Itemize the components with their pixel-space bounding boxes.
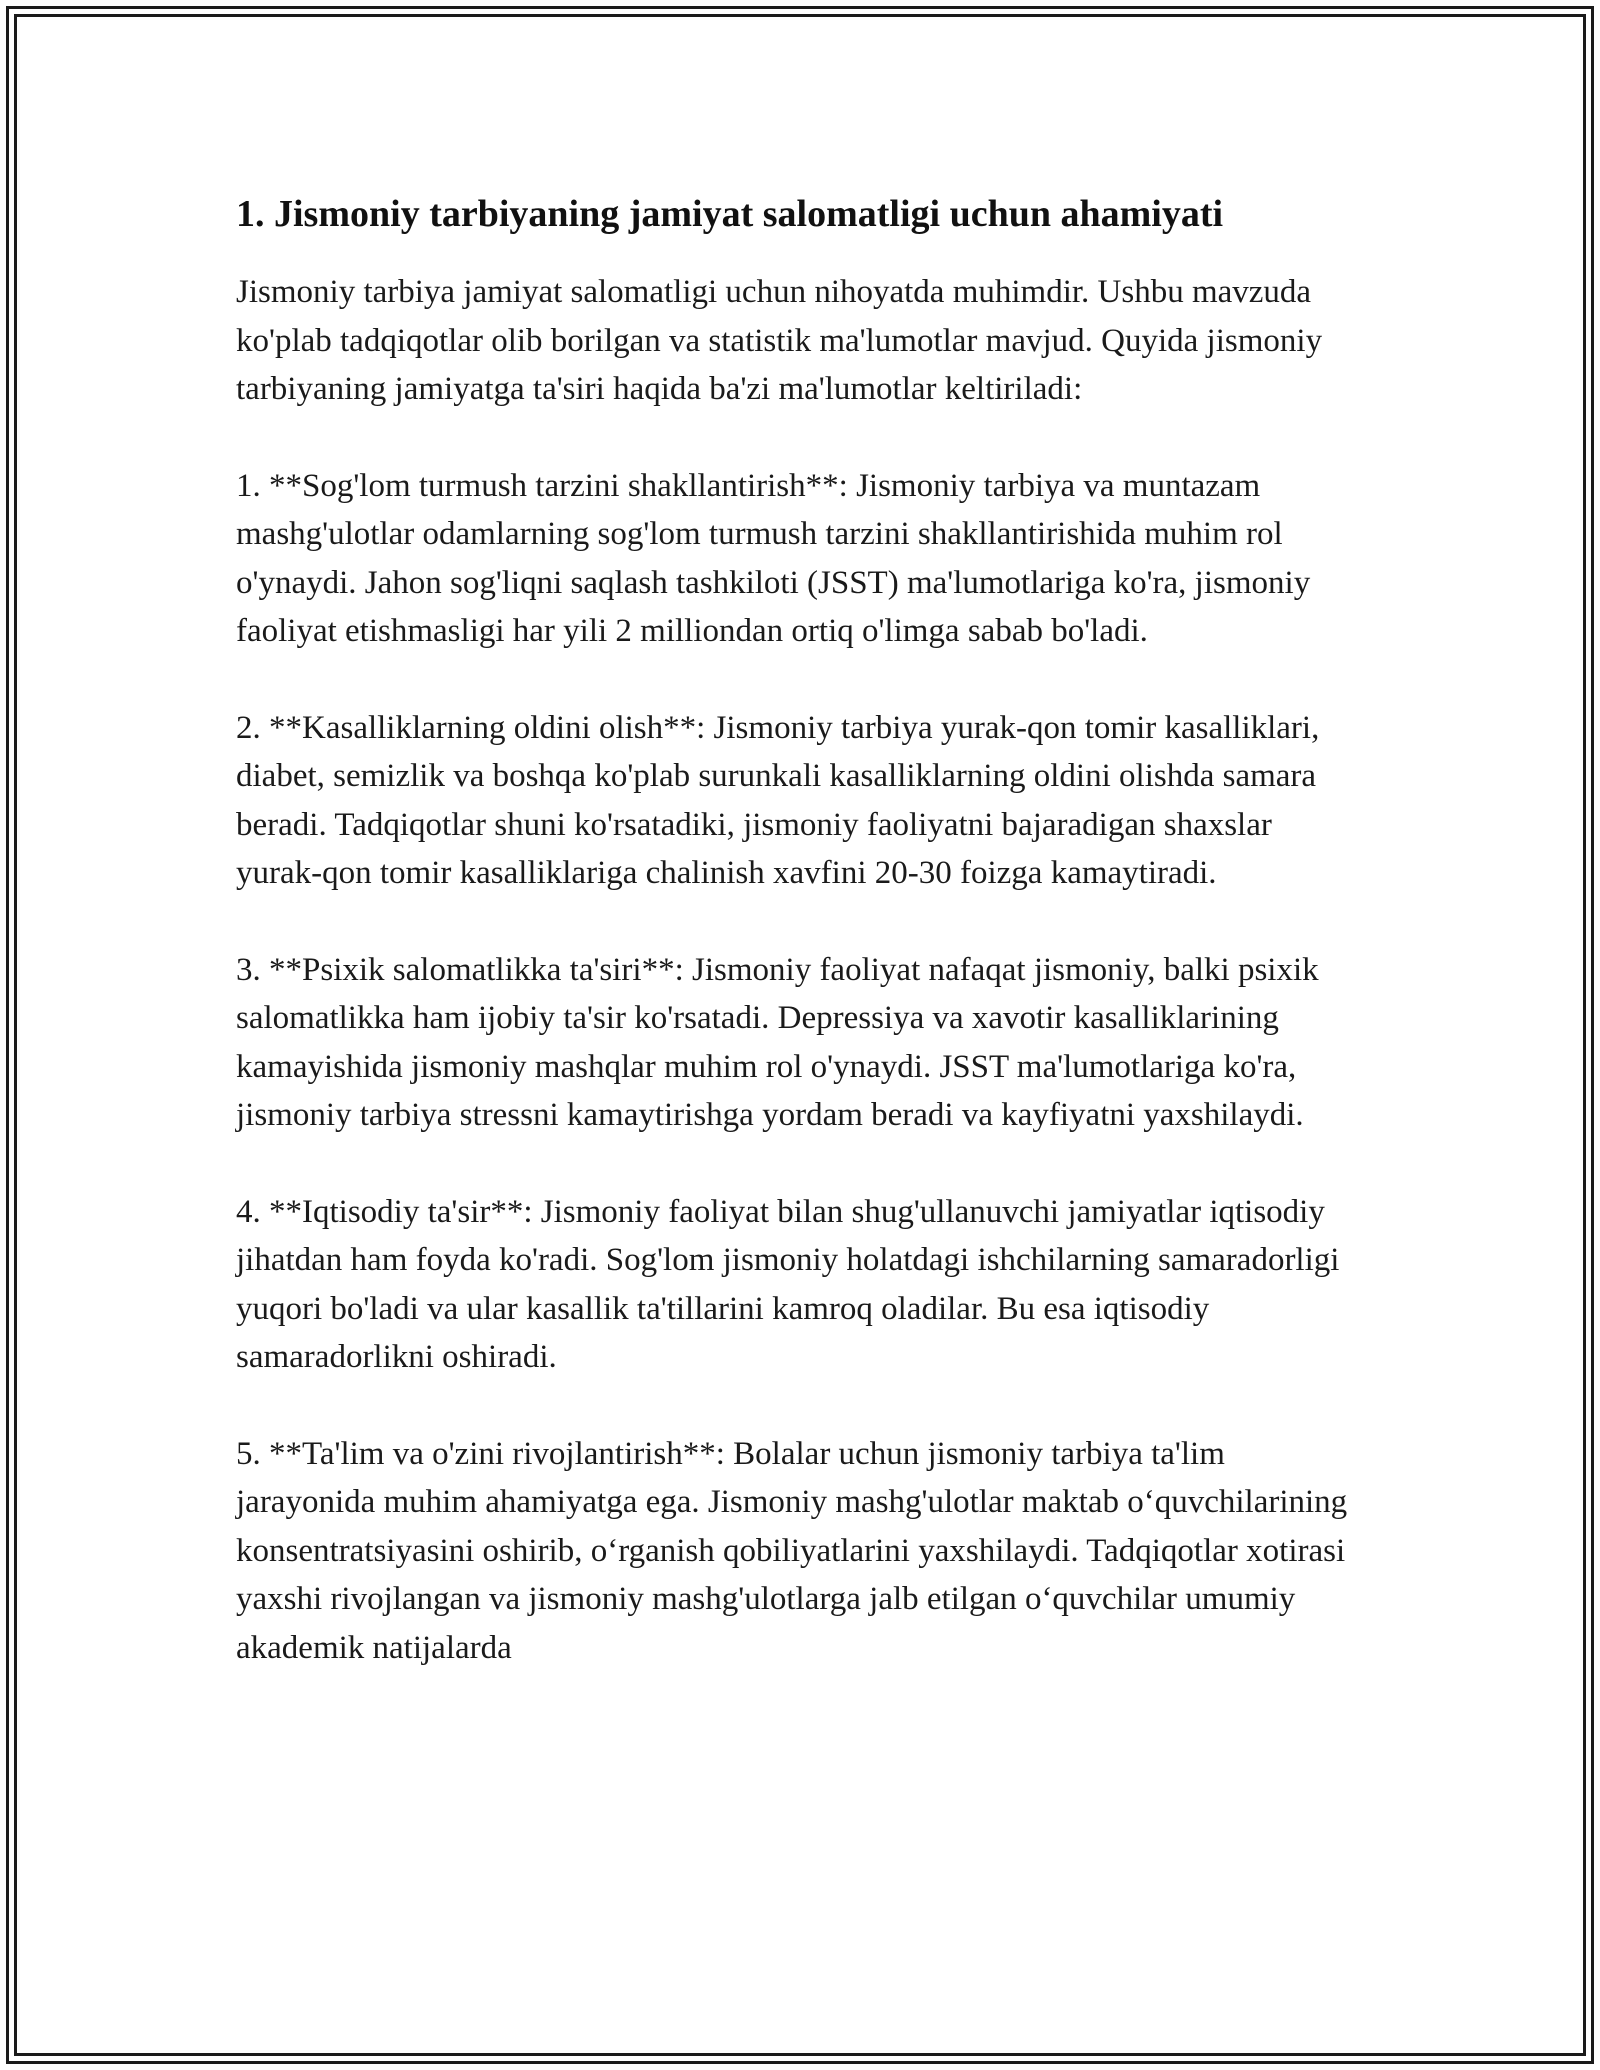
document-body bbox=[236, 188, 1366, 1720]
list-item-4: 4. **Iqtisodiy ta'sir**: Jismoniy faoliyat bilan shug'ullanuvchi jamiyatlar iqtisodiy jihatdan ham foyda ko'radi. Sog'lom jismoniy holatdagi ishchilarning samaradorligi yuqori bo'ladi va ular kasallik ta'tillarini kamroq oladilar. Bu esa iqtisodiy samaradorlikni oshiradi. bbox=[236, 1193, 1340, 1375]
list-item-2: 2. **Kasalliklarning oldini olish**: Jismoniy tarbiya yurak-qon tomir kasalliklari, diabet, semizlik va boshqa ko'plab surunkali kasalliklarning oldini olishda samara beradi. Tadqiqotlar shuni ko'rsatadiki, jismoniy faoliyatni bajaradigan shaxslar yurak-qon tomir kasalliklariga chalinish xavfini 20-30 foizga kamaytiradi. bbox=[236, 709, 1320, 891]
section-heading: 1. Jismoniy tarbiyaning jamiyat salomatligi uchun ahamiyati bbox=[236, 193, 1224, 235]
list-item-5: 5. **Ta'lim va o'zini rivojlantirish**: Bolalar uchun jismoniy tarbiya ta'lim jarayonida muhim ahamiyatga ega. Jismoniy mashg'ulotlar maktab o‘quvchilarining konsentratsiyasini oshirib, o‘rganish qobiliyatlarini yaxshilaydi. Tadqiqotlar xotirasi yaxshi rivojlangan va jismoniy mashg'ulotlarga jalb etilgan o‘quvchilar umumiy akademik natijalarda bbox=[236, 1435, 1348, 1666]
intro-paragraph: Jismoniy tarbiya jamiyat salomatligi uchun nihoyatda muhimdir. Ushbu mavzuda ko'plab tadqiqotlar olib borilgan va statistik ma'lumotlar mavjud. Quyida jismoniy tarbiyaning jamiyatga ta'siri haqida ba'zi ma'lumotlar keltiriladi: bbox=[236, 274, 1323, 407]
list-item-3: 3. **Psixik salomatlikka ta'siri**: Jismoniy faoliyat nafaqat jismoniy, balki psixik salomatlikka ham ijobiy ta'sir ko'rsatadi. Depressiya va xavotir kasalliklarining kamayishida jismoniy mashqlar muhim rol o'ynaydi. JSST ma'lumotlariga ko'ra, jismoniy tarbiya stressni kamaytirishga yordam beradi va kayfiyatni yaxshilaydi. bbox=[236, 951, 1319, 1133]
list-item-1: 1. **Sog'lom turmush tarzini shakllantirish**: Jismoniy tarbiya va muntazam mashg'ulotlar odamlarning sog'lom turmush tarzini shakllantirishida muhim rol o'ynaydi. Jahon sog'liqni saqlash tashkiloti (JSST) ma'lumotlariga ko'ra, jismoniy faoliyat etishmasligi har yili 2 milliondan ortiq o'limga sabab bo'ladi. bbox=[236, 467, 1311, 649]
